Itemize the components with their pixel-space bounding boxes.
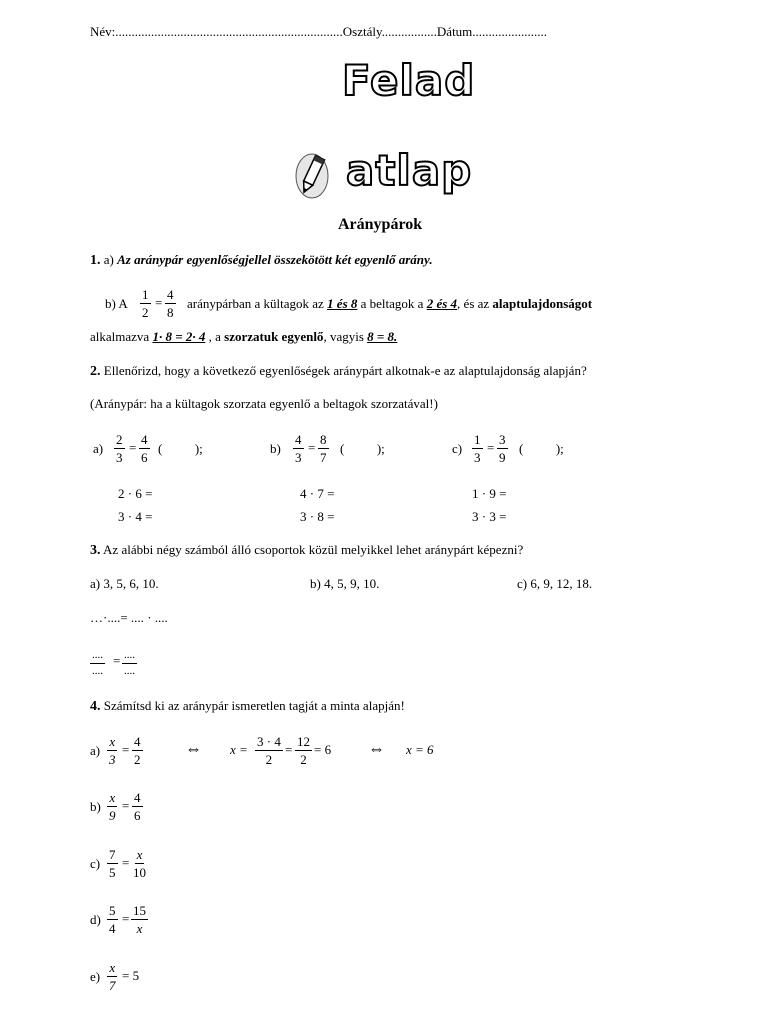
q4-d-fraction-2: 15 x (133, 903, 146, 936)
q3-blank-fraction-2[interactable]: .... .... (124, 649, 135, 677)
q2-c-label: c) (452, 441, 463, 456)
equals-sign: = (122, 742, 130, 757)
q4-e-fraction-1: x 7 (109, 960, 116, 993)
q4-number: 4. (90, 699, 101, 714)
q4-a-fraction-3: 3 · 4 2 (257, 734, 281, 767)
subject-title: Aránypárok (338, 216, 423, 233)
q2-b-fraction-1: 4 3 (295, 432, 302, 465)
q2-a-answer-slot[interactable]: ( ); (158, 441, 203, 456)
q1-fraction-1: 1 2 (142, 287, 149, 320)
title-feladat-part2: atlap (346, 146, 473, 195)
name-field-label: Név:...................................................................... (90, 24, 343, 39)
q1-c-sentence: alkalmazva 1· 8 = 2· 4 , a szorzatuk egyenlő, vagyis 8 = 8. (90, 329, 398, 344)
q2-number: 2. (90, 364, 101, 379)
q1-product-equation: 1· 8 = 2· 4 (152, 329, 206, 344)
class-field-label: Osztály................. (342, 24, 437, 39)
q4-b-fraction-2: 4 6 (134, 790, 141, 823)
alaptulajdonsag-term: alaptulajdonságot (492, 296, 593, 311)
q2-c-product-2: 3 · 3 = (472, 509, 507, 524)
q2-b-label: b) (270, 441, 281, 456)
q3-option-a: a) 3, 5, 6, 10. (90, 576, 159, 591)
q4-a-x-equals: x = (230, 742, 248, 757)
q2-b-fraction-2: 8 7 (320, 432, 327, 465)
q3-option-c: c) 6, 9, 12, 18. (517, 576, 593, 591)
q2-hint: (Aránypár: ha a kültagok szorzata egyenlő a beltagok szorzatával!) (90, 396, 438, 411)
equivalence-arrow-icon: ⇔ (368, 739, 385, 758)
date-field-label: Dátum....................... (436, 24, 548, 39)
q3-option-b: b) 4, 5, 9, 10. (310, 576, 380, 591)
q4-a-fraction-2: 4 2 (134, 734, 141, 767)
q4-a-final: x = 6 (406, 742, 434, 757)
q4-e-rhs: = 5 (122, 968, 140, 983)
equivalence-arrow-icon: ⇔ (185, 739, 202, 758)
q2-b-answer-slot[interactable]: ( ); (340, 441, 385, 456)
q1-b-prefix: b) A (105, 296, 128, 311)
q2-question: 2. Ellenőrizd, hogy a következő egyenlőségek aránypárt alkotnak-e az alaptulajdonság alapján? (90, 363, 587, 379)
q4-e-label: e) (90, 969, 101, 984)
q1-number: 1. (90, 253, 101, 268)
equals-sign: = (308, 440, 316, 455)
q4-c-fraction-1: 7 5 (109, 847, 116, 880)
equals-sign: = (122, 911, 130, 926)
q4-a-fraction-1: x 3 (109, 734, 116, 767)
q1-line-a (90, 252, 433, 269)
szorzatuk-term: szorzatuk egyenlő (224, 329, 324, 344)
q3-number: 3. (90, 543, 101, 558)
title-feladat-part1: Felad (342, 56, 476, 105)
q4-b-label: b) (90, 799, 101, 814)
q3-blank-fraction-1[interactable]: .... .... (92, 649, 103, 677)
q2-c-fraction-2: 3 9 (499, 432, 506, 465)
q4-a-fraction-4: 12 2 (297, 734, 310, 767)
equals-sign: = (285, 742, 293, 757)
q4-a-label: a) (90, 743, 101, 758)
kultagok-value: 1 és 8 (327, 296, 358, 311)
q4-c-fraction-2: x 10 (133, 847, 146, 880)
q2-a-fraction-1: 2 3 (116, 432, 123, 465)
q1-result: 8 = 8. (367, 329, 398, 344)
q2-c-answer-slot[interactable]: ( ); (519, 441, 564, 456)
header-line (90, 24, 547, 40)
equals-sign: = (122, 798, 130, 813)
q4-c-label: c) (90, 856, 101, 871)
q1-b-sentence: aránypárban a kültagok az 1 és 8 a beltagok a 2 és 4, és az alaptulajdonságot (187, 296, 593, 311)
pencil-icon (292, 150, 332, 200)
q4-a-result: = 6 (314, 742, 332, 757)
equals-sign: = (122, 855, 130, 870)
q2-a-fraction-2: 4 6 (141, 432, 148, 465)
q1-a-prefix: a) (100, 252, 118, 267)
q3-blank-product-line[interactable]: …·....= .... · .... (90, 610, 168, 625)
q2-a-product-2: 3 · 4 = (118, 509, 153, 524)
q1-fraction-2: 4 8 (167, 287, 174, 320)
q2-c-fraction-1: 1 3 (474, 432, 481, 465)
beltagok-value: 2 és 4 (426, 296, 458, 311)
q4-d-fraction-1: 5 4 (109, 903, 116, 936)
q4-d-label: d) (90, 912, 101, 927)
q4-b-fraction-1: x 9 (109, 790, 116, 823)
equals-sign: = (155, 295, 163, 310)
equals-sign: = (487, 440, 495, 455)
q2-c-product-1: 1 · 9 = (472, 486, 507, 501)
equals-sign: = (113, 653, 121, 668)
q1-a-definition: Az aránypár egyenlőségjellel összekötött két egyenlő arány. (117, 252, 433, 267)
q2-a-label: a) (93, 441, 104, 456)
equals-sign: = (129, 440, 137, 455)
q4-question: 4. Számítsd ki az aránypár ismeretlen tagját a minta alapján! (90, 698, 405, 714)
q3-question: 3. Az alábbi négy számból álló csoportok közül melyikkel lehet aránypárt képezni? (90, 542, 524, 558)
q2-b-product-1: 4 · 7 = (300, 486, 335, 501)
q2-b-product-2: 3 · 8 = (300, 509, 335, 524)
q2-a-product-1: 2 · 6 = (118, 486, 153, 501)
